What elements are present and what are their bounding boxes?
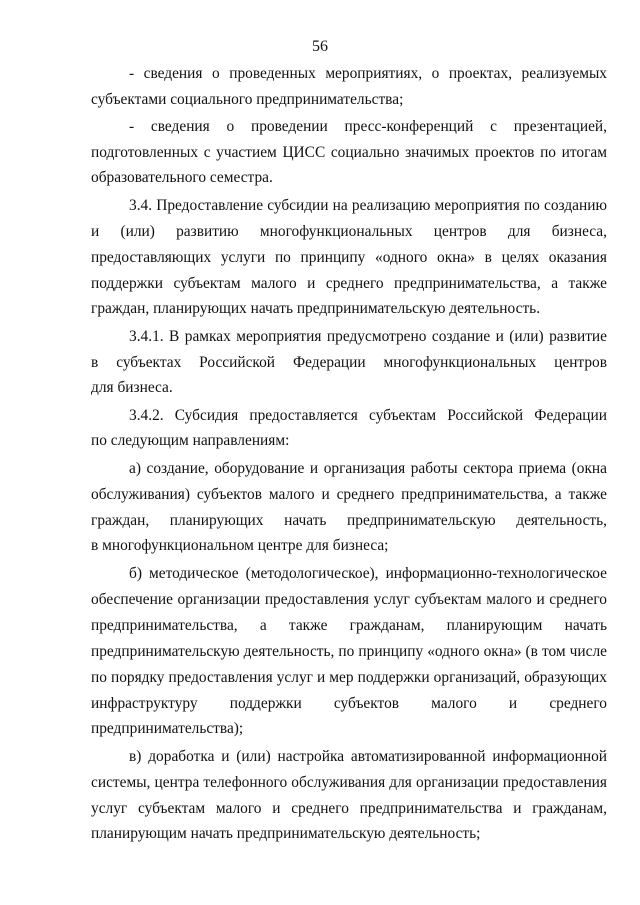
text-line: б) методическое (методологическое), информационно-технологическое xyxy=(129,565,607,582)
text-line: 3.4.1. В рамках мероприятия предусмотрено создание и (или) развитие xyxy=(129,328,607,345)
text-line: предпринимательства, а также гражданам, планирующим начать xyxy=(91,617,607,634)
text-line: в субъектах Российской Федерации многофункциональных центров xyxy=(91,354,607,371)
text-line: граждан, планирующих начать предпринимательскую деятельность, xyxy=(91,512,607,529)
text-line: - сведения о проведенных мероприятиях, о проектах, реализуемых xyxy=(129,65,607,82)
text-line: для бизнеса. xyxy=(91,379,173,396)
text-line: предпринимательскую деятельность, по принципу «одного окна» (в том числе xyxy=(91,643,607,660)
text-line: подготовленных с участием ЦИСС социально значимых проектов по итогам xyxy=(91,144,607,161)
text-line: 3.4. Предоставление субсидии на реализацию мероприятия по созданию xyxy=(129,197,607,214)
text-line: граждан, планирующих начать предпринимательскую деятельность. xyxy=(91,300,541,317)
text-line: планирующим начать предпринимательскую деятельность; xyxy=(91,825,481,842)
text-line: субъектами социального предпринимательства; xyxy=(91,91,404,108)
text-line: образовательного семестра. xyxy=(91,169,273,186)
text-line: обслуживания) субъектов малого и среднего предпринимательства, а также xyxy=(91,486,607,503)
text-line: предпринимательства); xyxy=(91,720,244,737)
text-line: а) создание, оборудование и организация работы сектора приема (окна xyxy=(129,460,607,477)
text-line: предоставляющих услуги по принципу «одного окна» в целях оказания xyxy=(91,249,607,266)
text-line: по порядку предоставления услуг и мер поддержки организаций, образующих xyxy=(91,669,607,686)
text-line: системы, центра телефонного обслуживания для организации предоставления xyxy=(91,774,607,791)
page-number: 56 xyxy=(312,38,328,55)
text-line: - сведения о проведении пресс-конференций с презентацией, xyxy=(129,118,607,135)
text-line: инфраструктуру поддержки субъектов малого и среднего xyxy=(91,695,607,712)
text-line: в многофункциональном центре для бизнеса; xyxy=(91,537,389,554)
text-line: обеспечение организации предоставления услуг субъектам малого и среднего xyxy=(91,591,607,608)
text-line: по следующим направлениям: xyxy=(91,432,290,449)
text-line: и (или) развитию многофункциональных центров для бизнеса, xyxy=(91,223,607,240)
text-line: в) доработка и (или) настройка автоматизированной информационной xyxy=(129,748,607,765)
text-line: услуг субъектам малого и среднего предпринимательства и гражданам, xyxy=(91,800,607,817)
text-line: поддержки субъектам малого и среднего предпринимательства, а также xyxy=(91,275,607,292)
text-line: 3.4.2. Субсидия предоставляется субъектам Российской Федерации xyxy=(129,407,607,424)
